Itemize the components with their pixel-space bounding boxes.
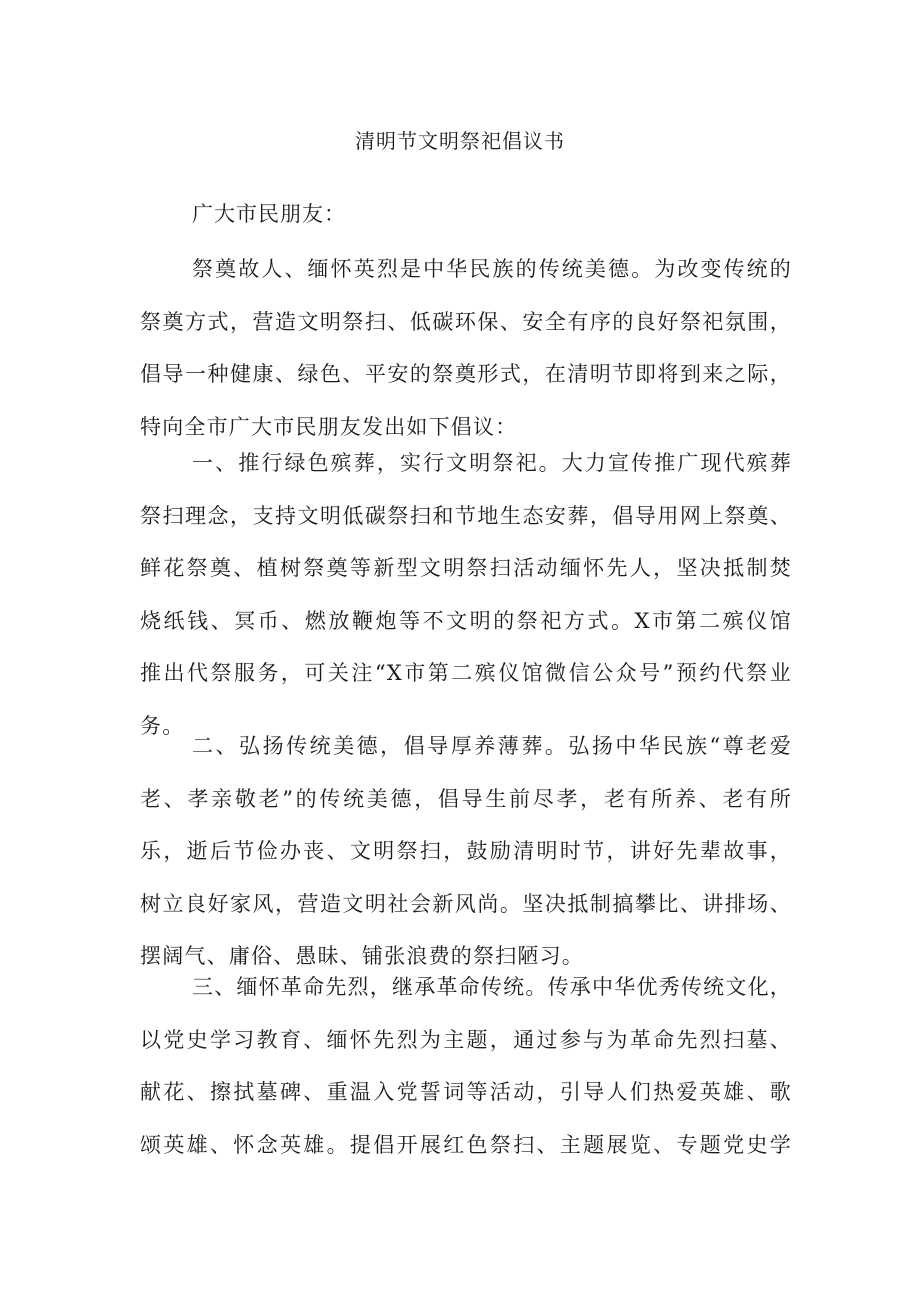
paragraph-line: 鲜花祭奠、植树祭奠等新型文明祭扫活动缅怀先人，坚决抵制焚: [140, 556, 792, 580]
paragraph-line: 颂英雄、怀念英雄。提倡开展红色祭扫、主题展览、专题党史学: [140, 1132, 792, 1157]
paragraph-line: 一、推行绿色殡葬，实行文明祭祀。大力宣传推广现代殡葬: [192, 451, 792, 475]
document-title: 清明节文明祭祀倡议书: [355, 129, 565, 153]
paragraph-line: 祭奠方式，营造文明祭扫、低碳环保、安全有序的良好祭祀氛围，: [140, 309, 792, 334]
paragraph-line: 老、孝亲敬老”的传统美德，倡导生前尽孝，老有所养、老有所: [140, 786, 792, 811]
paragraph-line: 祭扫理念，支持文明低碳祭扫和节地生态安葬，倡导用网上祭奠、: [140, 503, 792, 528]
salutation: 广大市民朋友：: [192, 202, 346, 226]
paragraph-line: 摆阔气、庸俗、愚昧、铺张浪费的祭扫陋习。: [140, 944, 584, 968]
paragraph-intro: [140, 243, 792, 453]
paragraph-line: 务。: [140, 713, 185, 738]
paragraph-line: 以党史学习教育、缅怀先烈为主题，通过参与为革命先烈扫墓、: [140, 1027, 792, 1052]
paragraph-line: 推出代祭服务，可关注“X市第二殡仪馆微信公众号”预约代祭业: [140, 661, 792, 685]
paragraph-line: 倡导一种健康、绿色、平安的祭奠形式，在清明节即将到来之际，: [140, 362, 792, 386]
paragraph-line: 祭奠故人、缅怀英烈是中华民族的传统美德。为改变传统的: [192, 257, 792, 281]
paragraph-line: 乐，逝后节俭办丧、文明祭扫，鼓励清明时节，讲好先辈故事，: [140, 839, 792, 863]
paragraph-line: 献花、擦拭墓碑、重温入党誓词等活动，引导人们热爱英雄、歌: [140, 1080, 792, 1104]
paragraph-line: 三、缅怀革命先烈，继承革命传统。传承中华优秀传统文化，: [192, 975, 792, 999]
paragraph-item-3: [140, 961, 792, 1171]
paragraph-line: 特向全市广大市民朋友发出如下倡议：: [140, 414, 518, 439]
paragraph-line: 烧纸钱、冥币、燃放鞭炮等不文明的祭祀方式。X市第二殡仪馆: [140, 608, 792, 633]
paragraph-item-1: [140, 437, 792, 752]
paragraph-item-2: [140, 720, 792, 983]
paragraph-line: 树立良好家风，营造文明社会新风尚。坚决抵制搞攀比、讲排场、: [140, 891, 792, 916]
paragraph-line: 二、弘扬传统美德，倡导厚养薄葬。弘扬中华民族“尊老爱: [192, 734, 792, 758]
